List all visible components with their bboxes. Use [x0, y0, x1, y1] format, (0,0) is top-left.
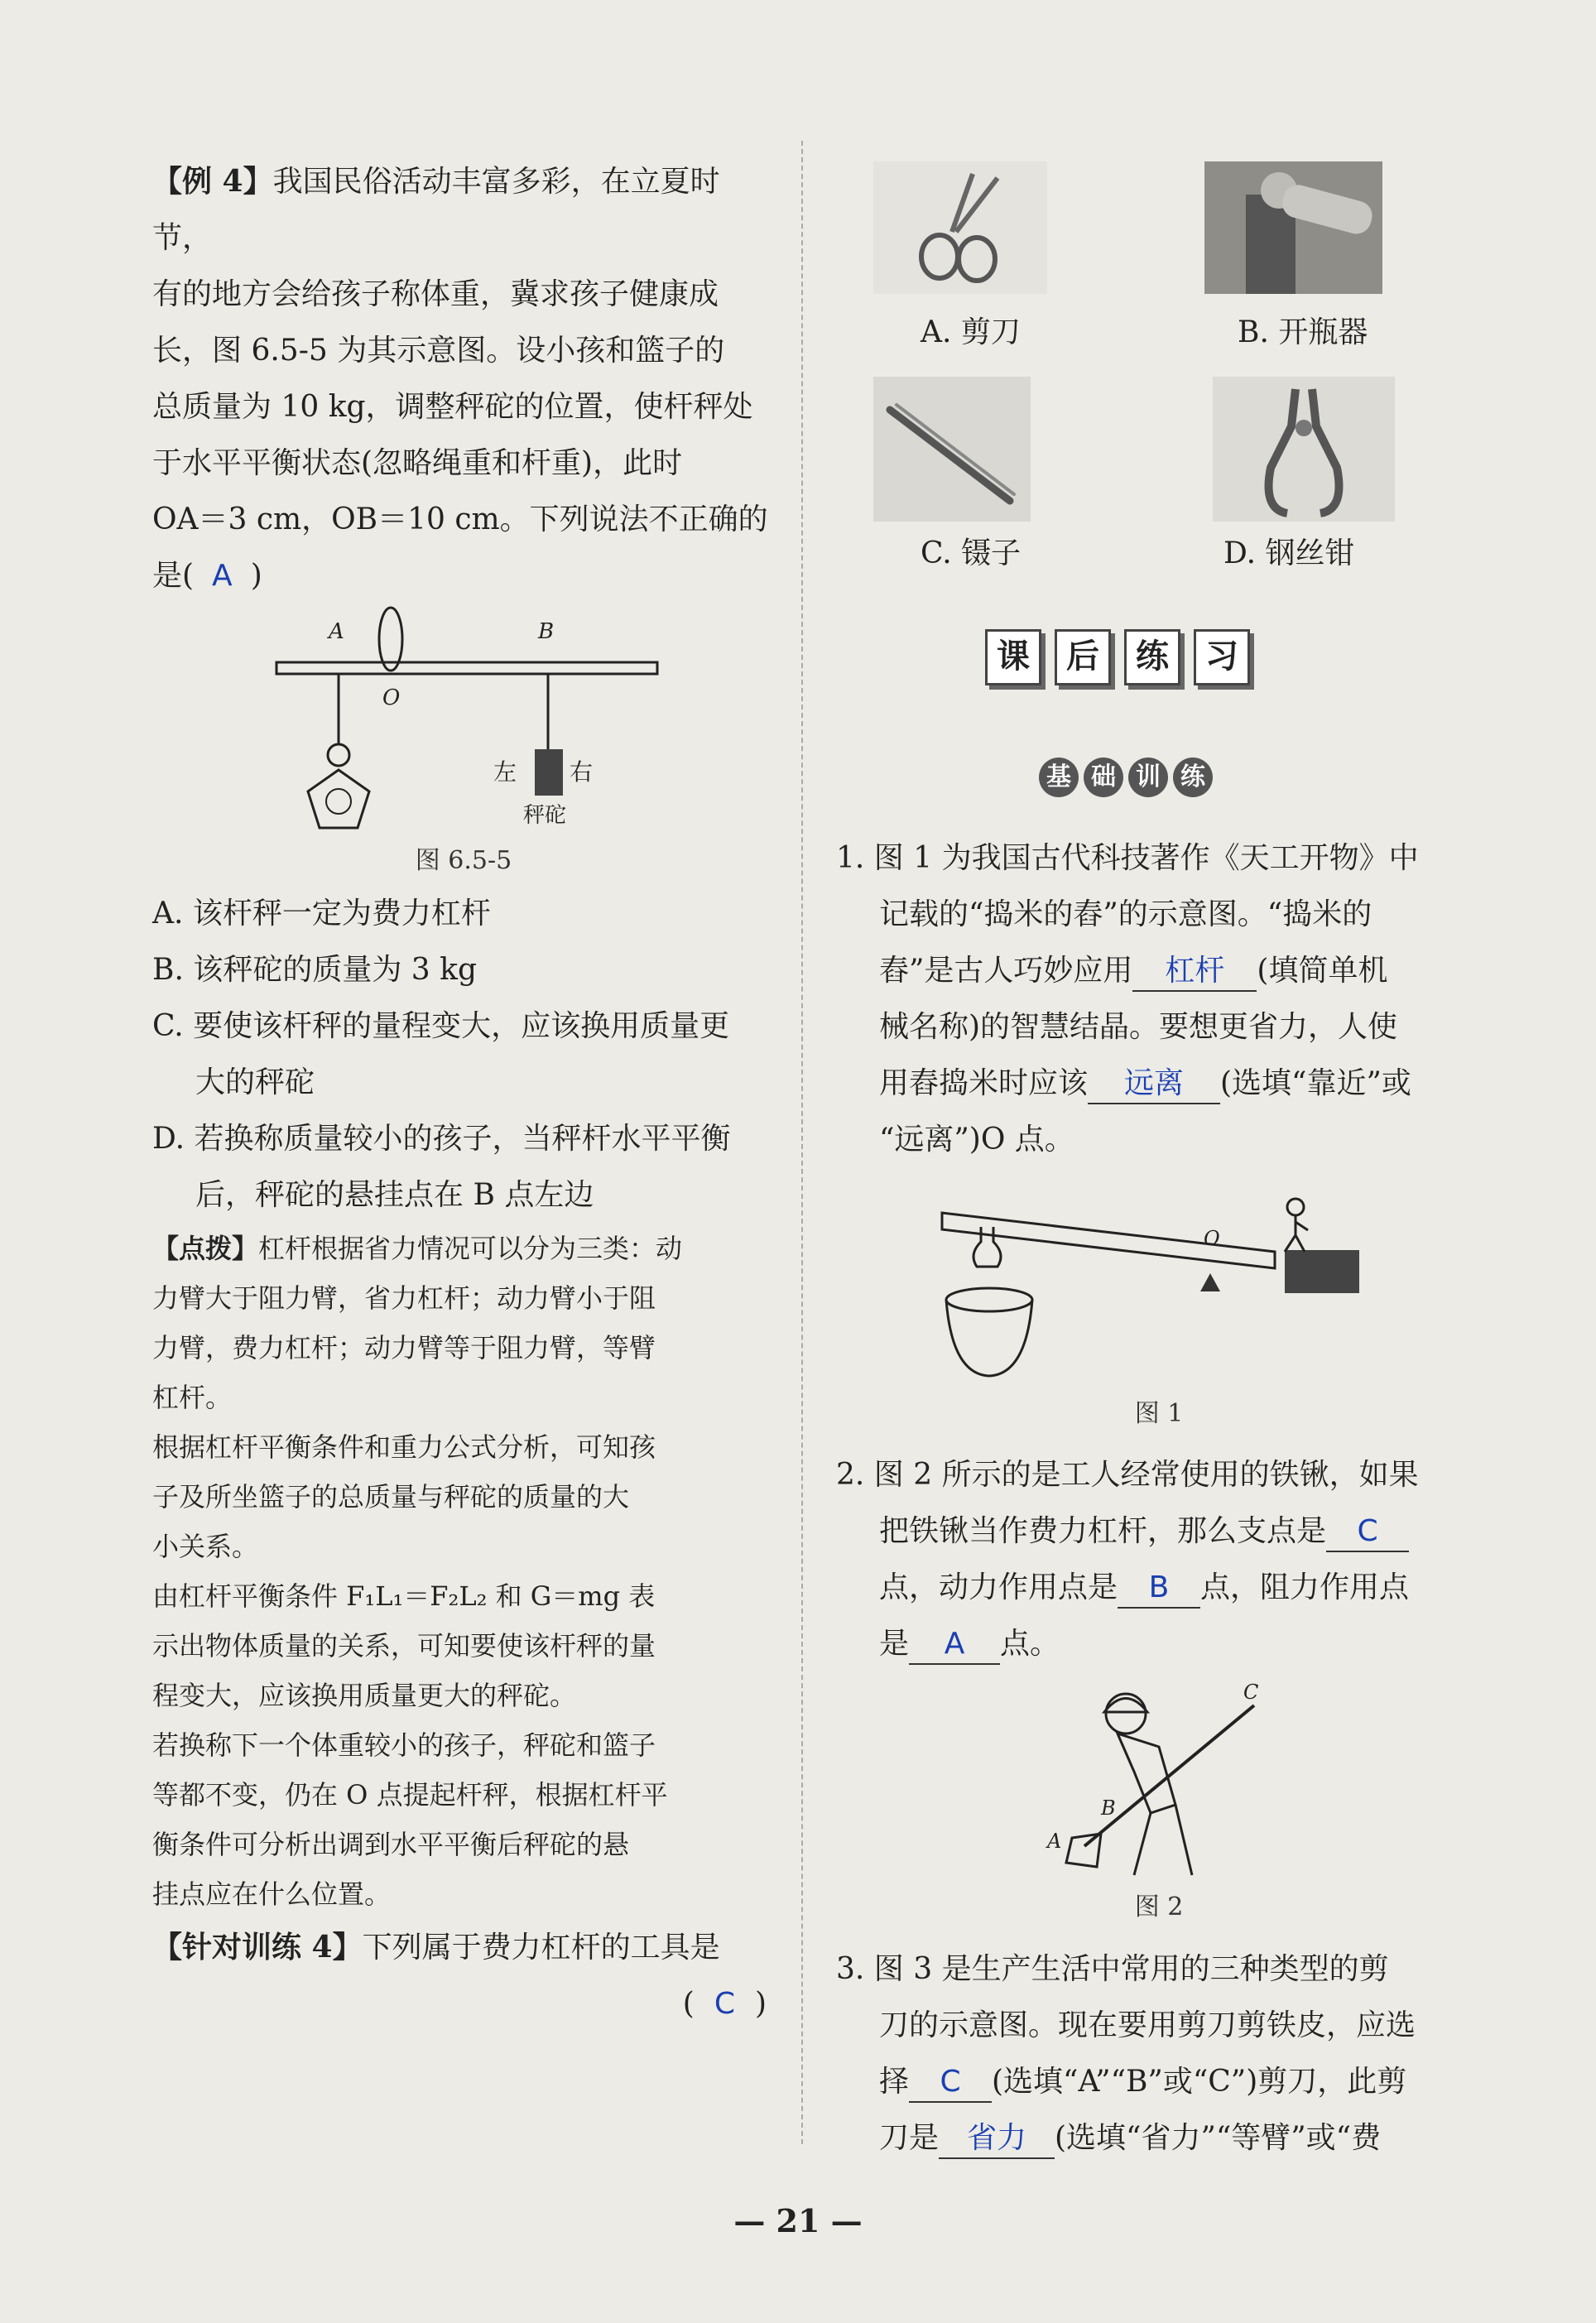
tip-line: 挂点应在什么位置。 [152, 1878, 392, 1910]
sub-header [1039, 758, 1213, 797]
question-text: (选填“省力”“等臂”或“费 [1055, 2121, 1382, 2155]
tip-line: 小关系。 [152, 1531, 259, 1562]
label-weight: 秤砣 [523, 803, 567, 828]
figure-1 [927, 1176, 1391, 1440]
example-line: 总质量为 10 kg，调整秤砣的位置，使杆秤处 [152, 390, 753, 424]
question-text: (选填“靠近”或 [1220, 1066, 1411, 1100]
label-o: O [1204, 1227, 1220, 1250]
example-line: 长，图 6.5-5 为其示意图。设小孩和篮子的 [152, 334, 725, 368]
question-2 [836, 1447, 1461, 1672]
answer-blank: C [1326, 1513, 1409, 1552]
figure-caption: 图 6.5-5 [415, 846, 512, 875]
steelyard-diagram [152, 604, 775, 853]
answer-blank: 杠杆 [1132, 952, 1257, 992]
training-text: 下列属于费力杠杆的工具是 [362, 1931, 720, 1965]
option-b: B. 该秤砣的质量为 3 kg [152, 953, 477, 987]
question-text: 用舂捣米时应该 [879, 1066, 1089, 1100]
option-d: D. 若换称质量较小的孩子，当秤杆水平平衡 [152, 1122, 731, 1156]
tip-line: 示出物体质量的关系，可知要使该杆秤的量 [152, 1630, 656, 1662]
left-column [152, 153, 775, 2032]
mortar-diagram [927, 1176, 1391, 1383]
example-4 [152, 153, 775, 604]
question-text: 把铁锹当作费力杠杆，那么支点是 [879, 1514, 1327, 1548]
tip-tag: 【点拨】 [152, 1233, 259, 1264]
option-a: A. 该杆秤一定为费力杠杆 [152, 897, 491, 931]
label-b: B [1101, 1796, 1116, 1820]
tip-section [152, 1224, 775, 1919]
page-number: — 21 — [733, 2202, 863, 2239]
question-text: 择 [879, 2065, 910, 2099]
question-line: 1. 图 1 为我国古代科技著作《天工开物》中 [836, 841, 1419, 875]
answer-blank: 远离 [1088, 1065, 1220, 1104]
answer-blank: B [1118, 1569, 1200, 1609]
question-line: 械名称)的智慧结晶。要想更省力，人使 [879, 1010, 1398, 1044]
question-line: “远离”)O 点。 [879, 1123, 1074, 1157]
sub-header-char: 基 [1039, 758, 1079, 797]
option-c: C. 要使该杆秤的量程变大，应该换用质量更 [152, 1009, 730, 1043]
header-char: 后 [1055, 629, 1111, 685]
tool-label-c: C. 镊子 [921, 536, 1022, 570]
label-left: 左 [493, 758, 517, 786]
question-3 [836, 1941, 1461, 2167]
tip-line: 子及所坐篮子的总质量与秤砣的质量的大 [152, 1481, 630, 1513]
header-char: 练 [1124, 629, 1180, 685]
paren-close: ) [754, 1987, 767, 2021]
question-line: 2. 图 2 所示的是工人经常使用的铁锹，如果 [836, 1458, 1419, 1492]
label-o: O [382, 685, 401, 710]
tip-line: 等都不变，仍在 O 点提起杆秤，根据杠杆平 [152, 1779, 668, 1811]
example-tag: 【例 4】 [152, 164, 273, 199]
sub-header-char: 训 [1128, 758, 1168, 797]
pliers-image [1213, 377, 1395, 522]
answer-handwritten: C [714, 1987, 735, 2021]
tip-line: 杠杆。 [152, 1382, 233, 1413]
sub-header-char: 础 [1084, 758, 1123, 797]
tip-line: 根据杠杆平衡条件和重力公式分析，可知孩 [152, 1431, 656, 1463]
figure-2 [1035, 1681, 1283, 1929]
example-line: OA＝3 cm，OB＝10 cm。下列说法不正确的 [152, 503, 768, 536]
question-line: 刀的示意图。现在要用剪刀剪铁皮，应选 [879, 2008, 1416, 2042]
label-right: 右 [570, 758, 594, 786]
scissors-image [873, 161, 1047, 294]
tip-line: 力臂大于阻力臂，省力杠杆；动力臂小于阻 [152, 1282, 656, 1314]
answer-blank: C [909, 2063, 992, 2103]
example-line: 是( [152, 559, 195, 593]
tip-line: 由杠杆平衡条件 F₁L₁＝F₂L₂ 和 G＝mg 表 [152, 1580, 656, 1612]
example-line: 我国民俗活动丰富多彩，在立夏时节， [152, 165, 720, 255]
question-1 [836, 830, 1461, 1168]
label-c: C [1243, 1681, 1259, 1704]
question-text: (填简单机 [1257, 954, 1388, 988]
question-line: 3. 图 3 是生产生活中常用的三种类型的剪 [836, 1952, 1389, 1986]
tip-line: 杠杆根据省力情况可以分为三类：动 [258, 1233, 683, 1264]
figure-6-5-5 [152, 604, 775, 886]
tool-label-a: A. 剪刀 [921, 315, 1021, 349]
question-text: 刀是 [879, 2121, 940, 2155]
question-text: 点，动力作用点是 [879, 1570, 1118, 1604]
option-c-cont: 大的秤砣 [195, 1065, 315, 1099]
shovel-worker-diagram [1035, 1681, 1283, 1888]
bottle-opener-image [1204, 161, 1382, 294]
tweezers-image [873, 377, 1031, 522]
answer-blank: 省力 [939, 2119, 1055, 2159]
figure-caption: 图 1 [1134, 1399, 1184, 1428]
training-tag: 【针对训练 4】 [152, 1930, 363, 1965]
tip-line: 若换称下一个体重较小的孩子，秤砣和篮子 [152, 1729, 656, 1761]
question-text: (选填“A”“B”或“C”)剪刀，此剪 [992, 2065, 1407, 2099]
label-a: A [329, 619, 344, 644]
training-4 [152, 1919, 775, 2032]
paren-open: ( [682, 1987, 695, 2021]
example-options [152, 886, 775, 1224]
answer-blank: A [909, 1625, 1000, 1665]
tip-line: 衡条件可分析出调到水平平衡后秤砣的悬 [152, 1829, 630, 1860]
figure-caption: 图 2 [1134, 1893, 1184, 1921]
tool-label-b: B. 开瓶器 [1238, 315, 1368, 349]
header-char: 习 [1194, 629, 1250, 685]
sub-header-char: 练 [1173, 758, 1213, 797]
section-header [985, 629, 1250, 685]
question-text: 舂”是古人巧妙应用 [879, 954, 1133, 988]
tip-line: 程变大，应该换用质量更大的秤砣。 [152, 1680, 577, 1711]
header-char: 课 [985, 629, 1041, 685]
tool-label-d: D. 钢丝钳 [1223, 536, 1355, 570]
answer-handwritten: A [212, 559, 233, 593]
label-a: A [1047, 1830, 1062, 1853]
column-divider [801, 141, 803, 2144]
question-text: 是 [879, 1627, 910, 1661]
question-text: 点，阻力作用点 [1200, 1570, 1410, 1604]
option-d-cont: 后，秤砣的悬挂点在 B 点左边 [195, 1178, 594, 1212]
question-line: 记载的“捣米的舂”的示意图。“捣米的 [879, 897, 1372, 931]
example-line: ) [250, 559, 262, 593]
tip-line: 力臂，费力杠杆；动力臂等于阻力臂，等臂 [152, 1332, 656, 1364]
example-line: 有的地方会给孩子称体重，冀求孩子健康成 [152, 277, 719, 311]
label-b: B [538, 619, 555, 644]
question-text: 点。 [1000, 1627, 1060, 1661]
example-line: 于水平平衡状态(忽略绳重和杆重)，此时 [152, 446, 683, 480]
